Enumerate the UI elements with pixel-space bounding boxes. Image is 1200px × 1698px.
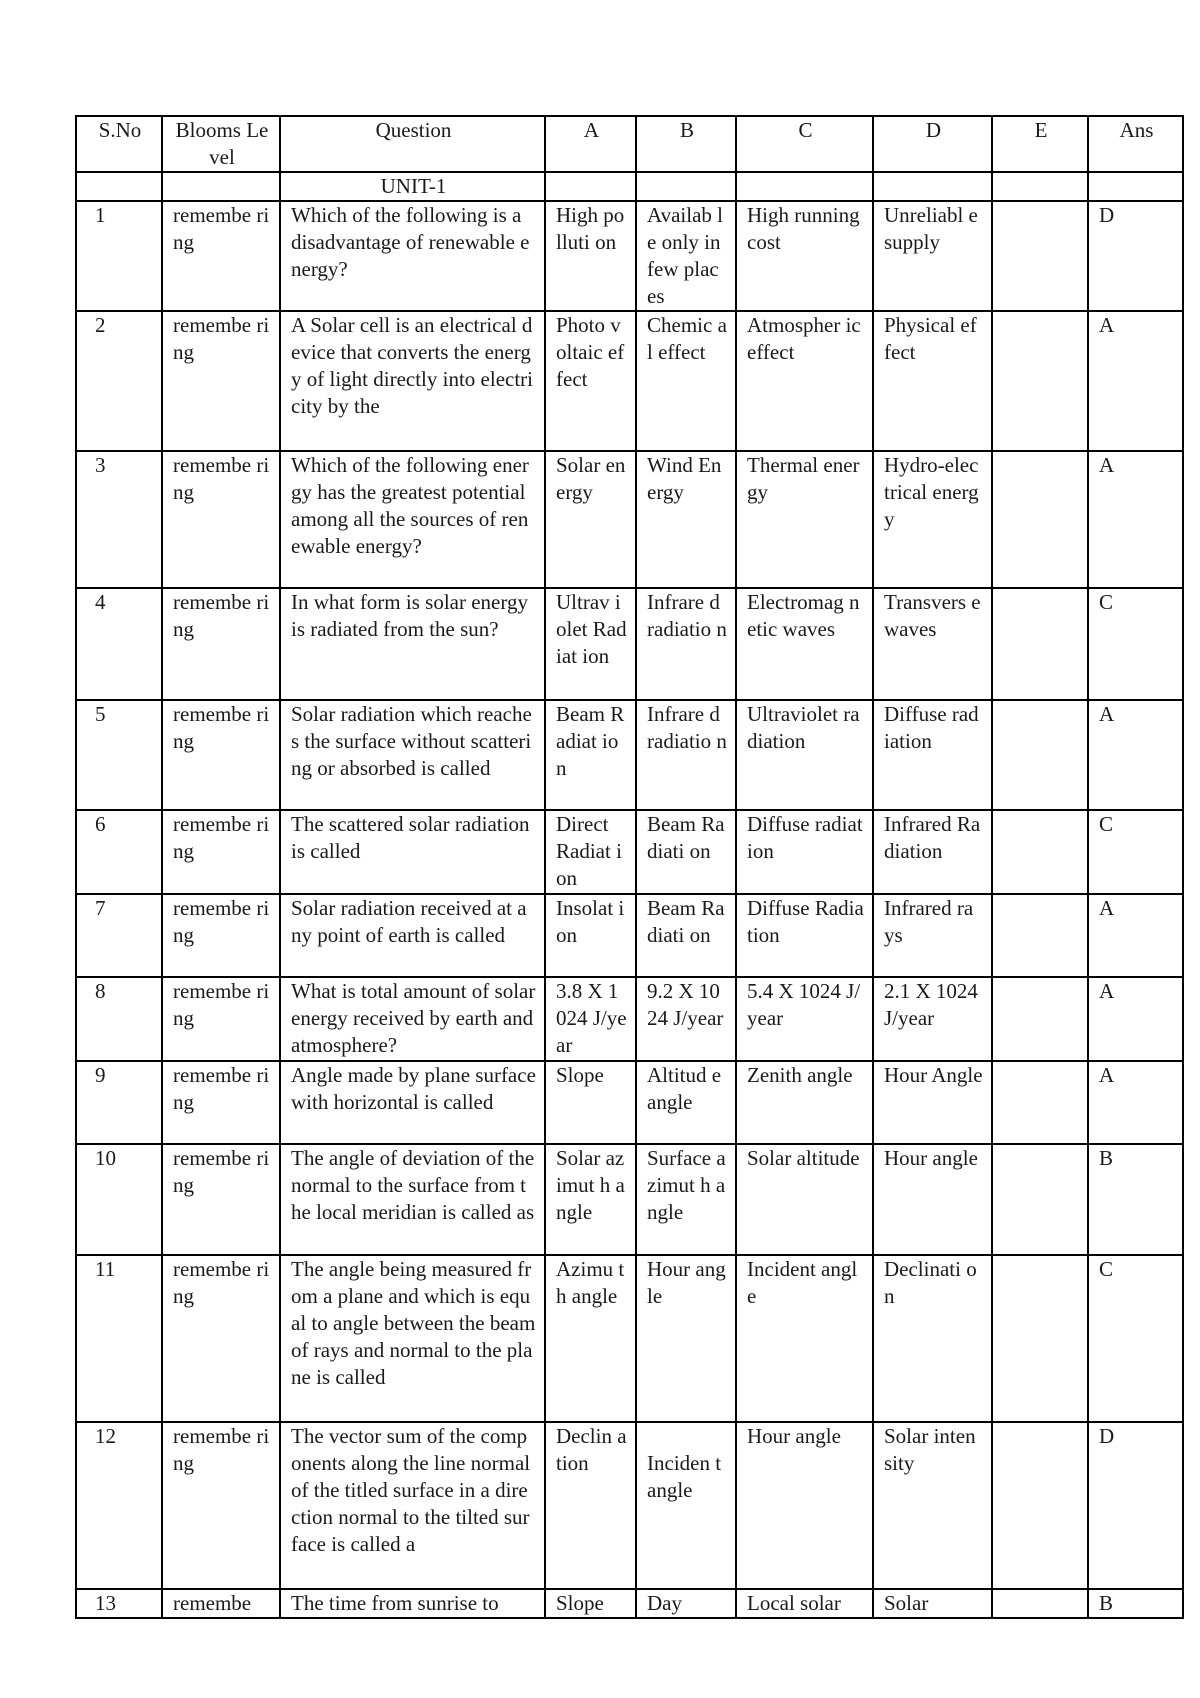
blooms-level-cell: remembe ring	[162, 1144, 280, 1255]
table-row	[76, 201, 1183, 311]
header-row	[76, 116, 1183, 172]
option-c-cell: Thermal energy	[736, 451, 873, 588]
question-bank-page	[75, 115, 1182, 1619]
answer-cell: C	[1088, 588, 1183, 700]
answer-cell: D	[1088, 201, 1183, 311]
table-row	[76, 810, 1183, 894]
option-e-cell	[992, 1589, 1088, 1618]
question-cell: A Solar cell is an electrical device that converts the energy of light directly into electricity by the	[280, 311, 545, 451]
row-sno: 12	[76, 1422, 162, 1589]
option-e-cell	[992, 201, 1088, 311]
option-e-cell	[992, 1144, 1088, 1255]
header-sno: S.No	[76, 116, 162, 172]
option-d-cell: Infrared rays	[873, 894, 992, 977]
answer-cell: C	[1088, 1255, 1183, 1422]
option-d-cell: Hour angle	[873, 1144, 992, 1255]
option-a-cell: 3.8 X 1024 J/year	[545, 977, 636, 1061]
option-c-cell: High running cost	[736, 201, 873, 311]
question-cell: The angle being measured from a plane and which is equal to angle between the beam of rays and normal to the plane is called	[280, 1255, 545, 1422]
option-b-cell: Infrare d radiatio n	[636, 588, 736, 700]
option-b-cell: Inciden t angle	[636, 1422, 736, 1589]
blooms-level-cell: remembe ring	[162, 1422, 280, 1589]
row-sno: 1	[76, 201, 162, 311]
question-cell: Which of the following is a disadvantage of renewable energy?	[280, 201, 545, 311]
blooms-level-cell: remembe ring	[162, 1061, 280, 1144]
blooms-level-cell: remembe ring	[162, 977, 280, 1061]
answer-cell: A	[1088, 700, 1183, 810]
row-sno: 13	[76, 1589, 162, 1618]
option-e-cell	[992, 977, 1088, 1061]
option-a-cell: Beam Radiat ion	[545, 700, 636, 810]
answer-cell: A	[1088, 451, 1183, 588]
header-option-b: B	[636, 116, 736, 172]
option-a-cell: Declin ation	[545, 1422, 636, 1589]
option-e-cell	[992, 311, 1088, 451]
row-sno: 11	[76, 1255, 162, 1422]
question-table	[75, 115, 1184, 1619]
option-a-cell: Slope	[545, 1589, 636, 1618]
option-a-cell: Solar energy	[545, 451, 636, 588]
blooms-level-cell: remembe ring	[162, 1255, 280, 1422]
option-d-cell: Hydro-electrical energy	[873, 451, 992, 588]
option-d-cell: Hour Angle	[873, 1061, 992, 1144]
option-b-cell: Day	[636, 1589, 736, 1618]
row-sno: 6	[76, 810, 162, 894]
table-row	[76, 451, 1183, 588]
table-row	[76, 1255, 1183, 1422]
option-e-cell	[992, 1255, 1088, 1422]
table-row	[76, 700, 1183, 810]
option-a-cell: Direct Radiat ion	[545, 810, 636, 894]
option-b-cell: 9.2 X 1024 J/year	[636, 977, 736, 1061]
question-cell: In what form is solar energy is radiated from the sun?	[280, 588, 545, 700]
option-b-cell: Wind Energy	[636, 451, 736, 588]
table-row	[76, 1589, 1183, 1618]
answer-cell: A	[1088, 894, 1183, 977]
option-b-cell: Altitud e angle	[636, 1061, 736, 1144]
header-option-c: C	[736, 116, 873, 172]
blooms-level-cell: remembe ring	[162, 201, 280, 311]
option-a-cell: Azimu th angle	[545, 1255, 636, 1422]
question-cell: The time from sunrise to	[280, 1589, 545, 1618]
unit-row	[76, 172, 1183, 201]
option-b-cell: Hour angle	[636, 1255, 736, 1422]
option-a-cell: Solar azimut h angle	[545, 1144, 636, 1255]
option-d-cell: 2.1 X 1024 J/year	[873, 977, 992, 1061]
question-cell: Solar radiation which reaches the surface without scattering or absorbed is called	[280, 700, 545, 810]
option-e-cell	[992, 810, 1088, 894]
answer-cell: A	[1088, 1061, 1183, 1144]
row-sno: 4	[76, 588, 162, 700]
option-d-cell: Declinati on	[873, 1255, 992, 1422]
header-question: Question	[280, 116, 545, 172]
table-row	[76, 311, 1183, 451]
option-b-cell: Infrare d radiatio n	[636, 700, 736, 810]
option-c-cell: Diffuse radiation	[736, 810, 873, 894]
table-row	[76, 588, 1183, 700]
option-b-cell: Beam Radiati on	[636, 810, 736, 894]
option-e-cell	[992, 451, 1088, 588]
table-row	[76, 894, 1183, 977]
option-c-cell: Local solar	[736, 1589, 873, 1618]
option-c-cell: Solar altitude	[736, 1144, 873, 1255]
option-d-cell: Solar intensity	[873, 1422, 992, 1589]
answer-cell: C	[1088, 810, 1183, 894]
question-cell: Which of the following energy has the greatest potential among all the sources of renewable energy?	[280, 451, 545, 588]
option-c-cell: Electromag netic waves	[736, 588, 873, 700]
option-c-cell: Atmospher ic effect	[736, 311, 873, 451]
row-sno: 7	[76, 894, 162, 977]
option-a-cell: Ultrav iolet Radiat ion	[545, 588, 636, 700]
blooms-level-cell: remembe ring	[162, 588, 280, 700]
option-c-cell: Ultraviolet radiation	[736, 700, 873, 810]
option-d-cell: Unreliabl e supply	[873, 201, 992, 311]
header-option-d: D	[873, 116, 992, 172]
blooms-level-cell: remembe ring	[162, 451, 280, 588]
question-cell: Solar radiation received at any point of earth is called	[280, 894, 545, 977]
option-e-cell	[992, 894, 1088, 977]
option-a-cell: Photo voltaic effect	[545, 311, 636, 451]
option-b-cell: Chemic al effect	[636, 311, 736, 451]
option-b-cell: Availab le only in few places	[636, 201, 736, 311]
option-b-cell: Surface azimut h angle	[636, 1144, 736, 1255]
table-row	[76, 977, 1183, 1061]
option-e-cell	[992, 1061, 1088, 1144]
option-d-cell: Diffuse radiation	[873, 700, 992, 810]
header-option-a: A	[545, 116, 636, 172]
answer-cell: A	[1088, 977, 1183, 1061]
question-cell: The scattered solar radiation is called	[280, 810, 545, 894]
answer-cell: B	[1088, 1589, 1183, 1618]
question-cell: Angle made by plane surface with horizontal is called	[280, 1061, 545, 1144]
row-sno: 8	[76, 977, 162, 1061]
option-a-cell: High polluti on	[545, 201, 636, 311]
answer-cell: B	[1088, 1144, 1183, 1255]
row-sno: 3	[76, 451, 162, 588]
option-c-cell: Hour angle	[736, 1422, 873, 1589]
answer-cell: A	[1088, 311, 1183, 451]
option-d-cell: Physical effect	[873, 311, 992, 451]
option-c-cell: 5.4 X 1024 J/year	[736, 977, 873, 1061]
row-sno: 2	[76, 311, 162, 451]
option-e-cell	[992, 700, 1088, 810]
blooms-level-cell: remembe	[162, 1589, 280, 1618]
option-d-cell: Transvers e waves	[873, 588, 992, 700]
question-cell: What is total amount of solar energy received by earth and atmosphere?	[280, 977, 545, 1061]
blooms-level-cell: remembe ring	[162, 700, 280, 810]
option-d-cell: Infrared Radiation	[873, 810, 992, 894]
blooms-level-cell: remembe ring	[162, 894, 280, 977]
header-blooms-level: Blooms Level	[162, 116, 280, 172]
answer-cell: D	[1088, 1422, 1183, 1589]
option-b-cell: Beam Radiati on	[636, 894, 736, 977]
table-row	[76, 1061, 1183, 1144]
option-a-cell: Slope	[545, 1061, 636, 1144]
question-cell: The vector sum of the components along the line normal of the titled surface in a direction normal to the tilted surface is called a	[280, 1422, 545, 1589]
option-c-cell: Incident angle	[736, 1255, 873, 1422]
option-c-cell: Diffuse Radiation	[736, 894, 873, 977]
row-sno: 10	[76, 1144, 162, 1255]
row-sno: 5	[76, 700, 162, 810]
option-a-cell: Insolat ion	[545, 894, 636, 977]
option-d-cell: Solar	[873, 1589, 992, 1618]
unit-label: UNIT-1	[280, 172, 545, 201]
option-c-cell: Zenith angle	[736, 1061, 873, 1144]
table-row	[76, 1144, 1183, 1255]
blooms-level-cell: remembe ring	[162, 311, 280, 451]
blooms-level-cell: remembe ring	[162, 810, 280, 894]
header-answer: Ans	[1088, 116, 1183, 172]
option-e-cell	[992, 588, 1088, 700]
header-option-e: E	[992, 116, 1088, 172]
table-row	[76, 1422, 1183, 1589]
row-sno: 9	[76, 1061, 162, 1144]
option-e-cell	[992, 1422, 1088, 1589]
question-cell: The angle of deviation of the normal to the surface from the local meridian is called as	[280, 1144, 545, 1255]
